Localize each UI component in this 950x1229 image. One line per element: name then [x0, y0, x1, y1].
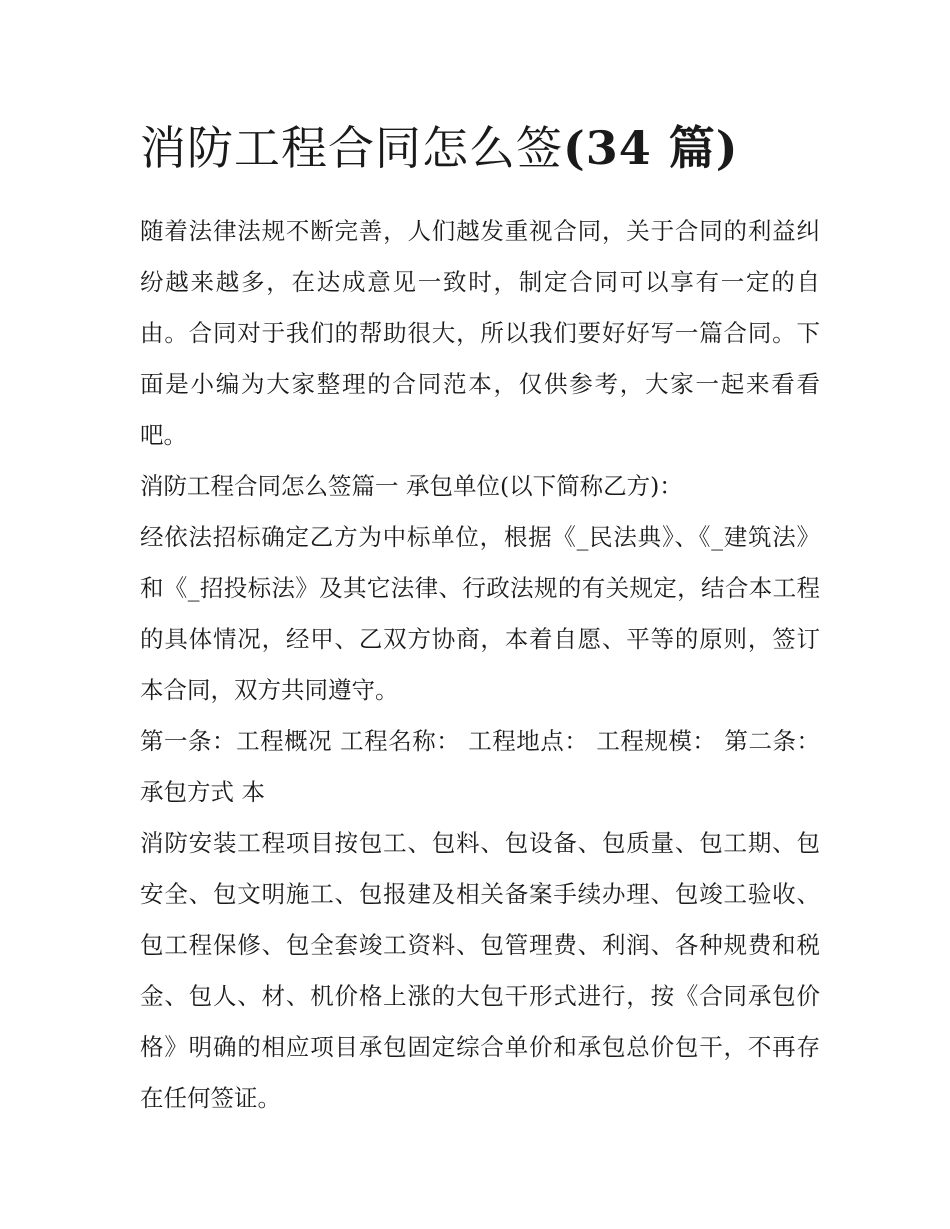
page-title — [140, 112, 820, 184]
document-body — [140, 112, 820, 1124]
title-suffix: (34 篇) — [563, 121, 739, 175]
contract-scope-paragraph: 消防安装工程项目按包工、包料、包设备、包质量、包工期、包安全、包文明施工、包报建及相关备案手续办理、包竣工验收、包工程保修、包全套竣工资料、包管理费、利润、各种规费和税金、包人、材、机价格上涨的大包干形式进行，按《合同承包价格》明确的相应项目承包固定综合单价和承包总价包干，不再存在任何签证。 — [140, 829, 820, 1112]
title-main: 消防工程合同怎么签 — [140, 121, 563, 175]
section-heading-1: 消防工程合同怎么签篇一 承包单位(以下简称乙方)： — [140, 472, 683, 500]
legal-basis-paragraph: 经依法招标确定乙方为中标单位，根据《_民法典》、《_建筑法》和《_招投标法》及其它法律、行政法规的有关规定，结合本工程的具体情况，经甲、乙双方协商，本着自愿、平等的原则，签订本合同，双方共同遵守。 — [140, 523, 820, 704]
article-1-overview: 第一条：工程概况 工程名称： 工程地点： 工程规模： 第二条：承包方式 本 — [140, 727, 820, 806]
intro-paragraph: 随着法律法规不断完善，人们越发重视合同，关于合同的利益纠纷越来越多，在达成意见一致时，制定合同可以享有一定的自由。合同对于我们的帮助很大，所以我们要好好写一篇合同。下面是小编为大家整理的合同范本，仅供参考，大家一起来看看吧。 — [140, 217, 820, 449]
